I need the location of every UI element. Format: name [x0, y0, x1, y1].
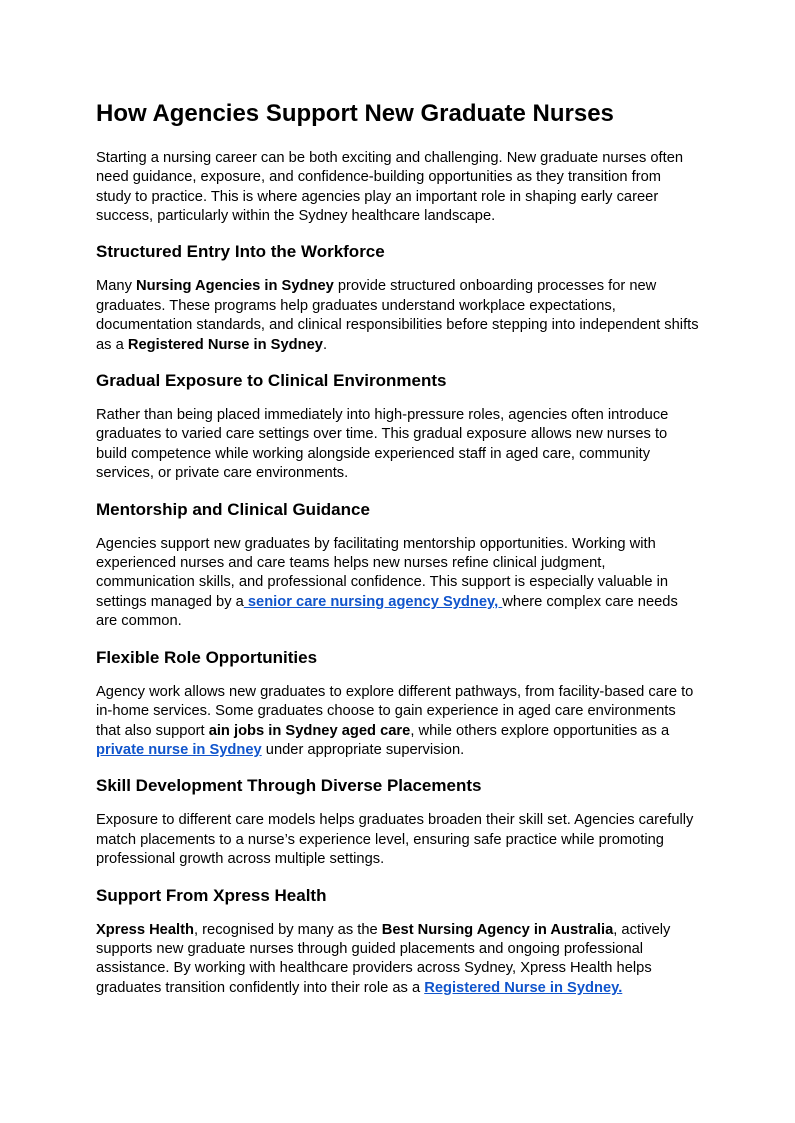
document-section	[96, 885, 699, 999]
section-paragraph	[96, 277, 699, 355]
section-paragraph	[96, 811, 699, 869]
section-paragraph	[96, 535, 699, 632]
body-text: under appropriate supervision.	[261, 741, 465, 758]
body-text: , actively supports new graduate nurses through guided placements and ongoing professional assistance. By working with healthcare providers across Sydney, Xpress Health helps graduates transition confidently into their role as a	[96, 921, 671, 996]
body-text: Agencies support new graduates by facilitating mentorship opportunities. Working with experienced nurses and care teams helps new nurses refine clinical judgment, communication skills, and professional confidence. This support is especially valuable in settings managed by a	[96, 535, 669, 610]
document-section	[96, 370, 699, 484]
section-heading: Flexible Role Opportunities	[96, 647, 318, 667]
bold-text: ain jobs in Sydney aged care	[208, 722, 411, 739]
body-text: , recognised by many as the	[193, 921, 382, 938]
body-text: Rather than being placed immediately into high-pressure roles, agencies often introduce graduates to varied care settings over time. This gradual exposure allows new nurses to build competence while working alongside experienced staff in aged care, community services, or private care environments.	[96, 407, 669, 482]
section-paragraph	[96, 921, 699, 999]
document-title: How Agencies Support New Graduate Nurses	[96, 100, 614, 127]
body-text: , while others explore opportunities as a	[410, 722, 670, 739]
document-section	[96, 241, 699, 355]
body-text: Exposure to different care models helps graduates broaden their skill set. Agencies carefully match placements to a nurse’s experience level, ensuring safe practice while promoting professional growth across multiple settings.	[96, 812, 694, 868]
section-heading: Mentorship and Clinical Guidance	[96, 499, 370, 519]
section-heading: Gradual Exposure to Clinical Environments	[96, 371, 447, 391]
section-paragraph	[96, 406, 699, 484]
body-text: .	[322, 336, 328, 353]
section-heading: Support From Xpress Health	[96, 885, 327, 905]
section-heading: Skill Development Through Diverse Placements	[96, 776, 482, 796]
body-text: Agency work allows new graduates to explore different pathways, from facility-based care to in-home services. Some graduates choose to gain experience in aged care environments that also support	[96, 683, 694, 739]
text-link[interactable]: senior care nursing agency Sydney,	[243, 593, 503, 610]
bold-text: Nursing Agencies in Sydney	[136, 278, 334, 295]
body-text: where complex care needs are common.	[96, 593, 678, 630]
text-link[interactable]: Registered Nurse in Sydney.	[424, 979, 623, 996]
bold-text: Xpress Health	[96, 921, 194, 938]
text-link[interactable]: private nurse in Sydney	[96, 741, 262, 758]
bold-text: Registered Nurse in Sydney	[127, 336, 323, 353]
document-section	[96, 499, 699, 632]
bold-text: Best Nursing Agency in Australia	[381, 921, 614, 938]
intro-paragraph	[96, 149, 699, 227]
section-paragraph	[96, 683, 699, 761]
document-section	[96, 775, 699, 869]
body-text: Many	[96, 278, 136, 295]
body-text: Starting a nursing career can be both exciting and challenging. New graduate nurses often need guidance, exposure, and confidence-building opportunities as they transition from study to practice. This is where agencies play an important role in shaping early career success, particularly within the Sydney healthcare landscape.	[96, 149, 684, 225]
sections-container	[96, 241, 699, 998]
body-text: provide structured onboarding processes for new graduates. These programs help graduates understand workplace expectations, documentation standards, and clinical responsibilities before stepping into independent shifts as a	[96, 278, 699, 353]
section-heading: Structured Entry Into the Workforce	[96, 242, 385, 262]
document-section	[96, 647, 699, 761]
